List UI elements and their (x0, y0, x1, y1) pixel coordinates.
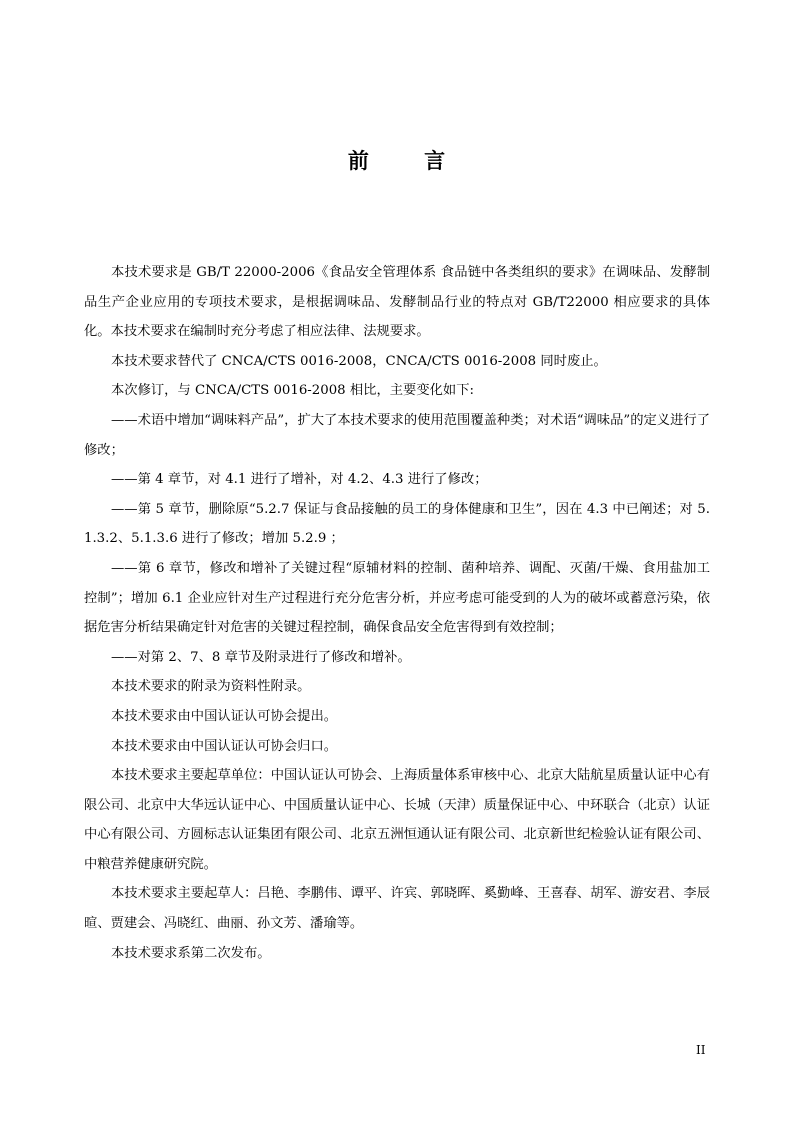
paragraph-appendix: 本技术要求的附录为资料性附录。 (111, 679, 311, 695)
paragraph-change-chapter-6: ——第 6 章节，修改和增补了关键过程“原辅材料的控制、菌种培养、调配、灭菌/干燥、食用盐加工控制”；增加 6.1 企业应针对生产过程进行充分危害分析，并应考虑可能受到的人为的破坏或蓄意污染，依据危害分析结果确定针对危害的关键过程控制，确保食品安全危害得到有效控制； (84, 560, 710, 636)
paragraph-edition: 本技术要求系第二次发布。 (111, 945, 271, 961)
page-title: 前 言 (347, 149, 470, 173)
paragraph-drafters: 本技术要求主要起草人：吕艳、李鹏伟、谭平、许宾、郭晓晖、奚勤峰、王喜春、胡军、游安君、李辰暄、贾建会、冯晓红、曲丽、孙文芳、潘瑜等。 (84, 886, 710, 932)
paragraph-scope: 本技术要求是 GB/T 22000-2006《食品安全管理体系 食品链中各类组织的要求》在调味品、发酵制品生产企业应用的专项技术要求，是根据调味品、发酵制品行业的特点对 GB/T22000 相应要求的具体化。本技术要求在编制时充分考虑了相应法律、法规要求。 (84, 265, 710, 340)
paragraph-drafting-units: 本技术要求主要起草单位：中国认证认可协会、上海质量体系审核中心、北京大陆航星质量认证中心有限公司、北京中大华远认证中心、中国质量认证中心、长城（天津）质量保证中心、中环联合（北京）认证中心有限公司、方圆标志认证集团有限公司、北京五洲恒通认证有限公司、北京新世纪检验认证有限公司、中粮营养健康研究院。 (84, 768, 710, 872)
page-number: II (696, 1043, 706, 1057)
paragraph-change-other-chapters: ——对第 2、7、8 章节及附录进行了修改和增补。 (111, 649, 411, 665)
paragraph-proposer: 本技术要求由中国认证认可协会提出。 (111, 708, 338, 724)
paragraph-change-chapter-5: ——第 5 章节，删除原“5.2.7 保证与食品接触的员工的身体健康和卫生”，因在 4.3 中已阐述；对 5.1.3.2、5.1.3.6 进行了修改；增加 5.2.9 ； (84, 501, 710, 547)
body-text (84, 258, 710, 968)
paragraph-changes-intro: 本次修订，与 CNCA/CTS 0016-2008 相比，主要变化如下: (111, 383, 475, 399)
paragraph-governing-body: 本技术要求由中国认证认可协会归口。 (111, 738, 338, 754)
paragraph-replacement: 本技术要求替代了 CNCA/CTS 0016-2008，CNCA/CTS 0016-2008 同时废止。 (111, 353, 607, 369)
paragraph-change-chapter-4: ——第 4 章节，对 4.1 进行了增补，对 4.2、4.3 进行了修改； (111, 472, 488, 488)
paragraph-change-terms: ——术语中增加“调味料产品”，扩大了本技术要求的使用范围覆盖种类；对术语“调味品”的定义进行了修改； (84, 412, 710, 458)
